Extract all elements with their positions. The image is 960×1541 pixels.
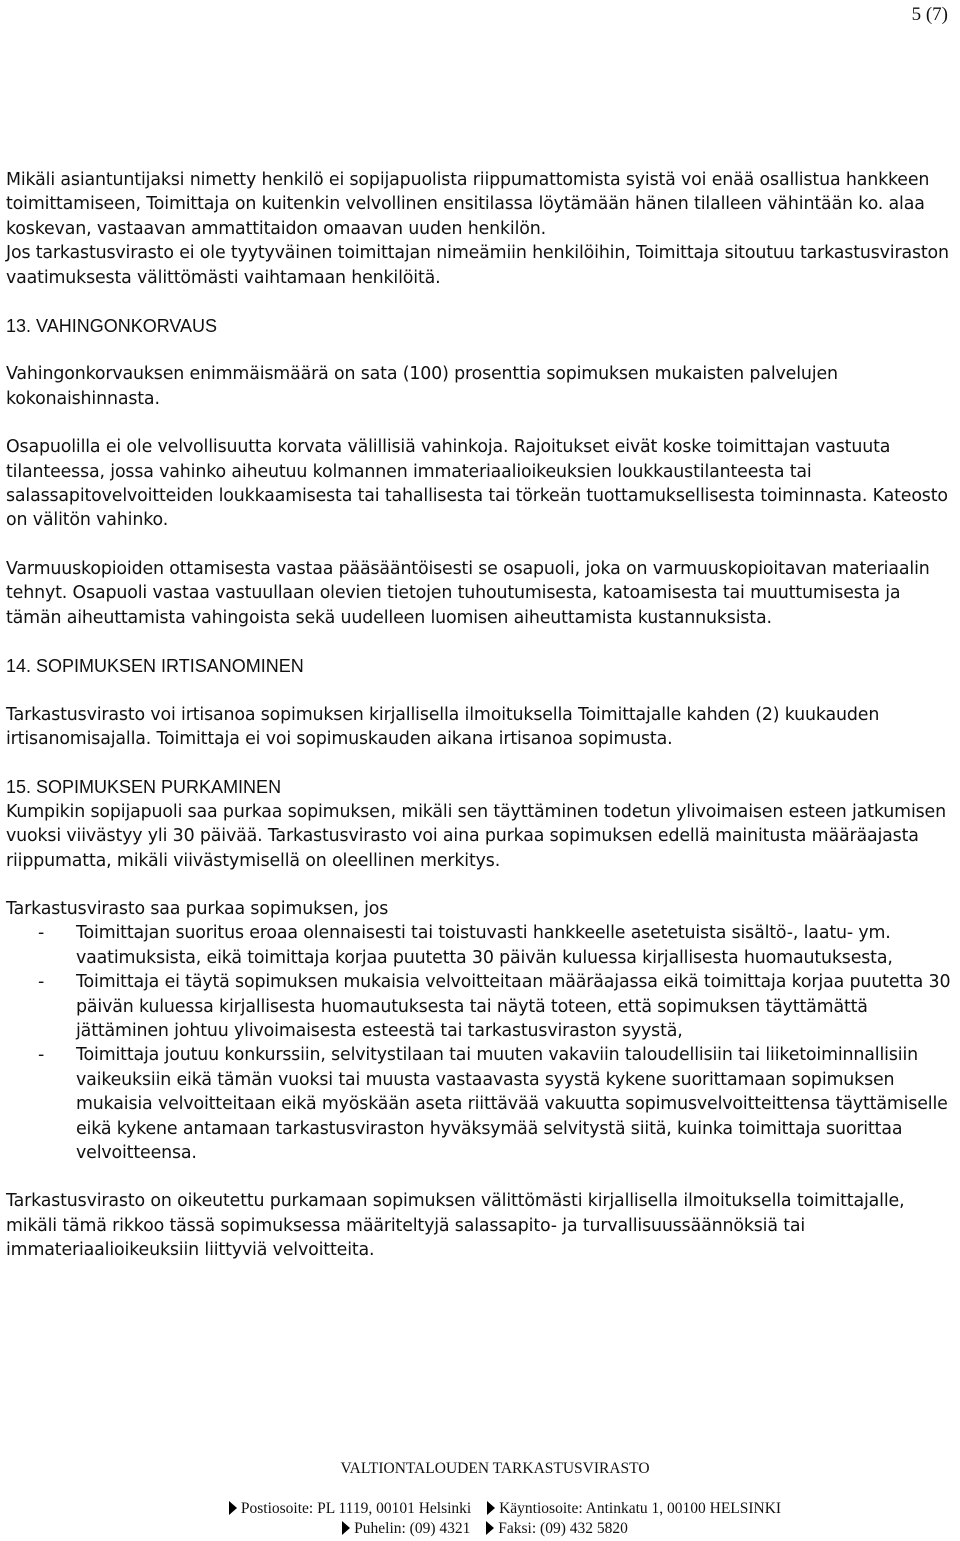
triangle-bullet-icon — [487, 1501, 495, 1515]
paragraph-termination: Tarkastusvirasto voi irtisanoa sopimuksen kirjallisella ilmoituksella Toimittajalle kahden (2) kuukauden irtisanomisajalla. Toimittaja ei voi sopimuskauden aikana irtisanoa sopimusta. — [6, 704, 880, 749]
fax-number: Faksi: (09) 432 5820 — [498, 1520, 628, 1537]
triangle-bullet-icon — [229, 1501, 237, 1515]
paragraph-backups: Varmuuskopioiden ottamisesta vastaa pääsääntöisesti se osapuoli, joka on varmuuskopioitavan materiaalin tehnyt. Osapuoli vastaa vastuullaan olevien tietojen tuhoutumisesta, katoamisesta tai muuttumisesta ja tämän aiheuttamista vahingoista sekä uudelleen luomisen aiheuttamista kustannuksista. — [6, 558, 930, 628]
triangle-bullet-icon — [486, 1521, 494, 1535]
postal-address: Postiosoite: PL 1119, 00101 Helsinki — [240, 1500, 472, 1517]
paragraph-personnel-change: Jos tarkastusvirasto ei ole tyytyväinen toimittajan nimeämiin henkilöihin, Toimittaja sitoutuu tarkastusviraston vaatimuksesta välittömästi vaihtamaan henkilöitä. — [6, 243, 949, 288]
document-body — [6, 168, 954, 1263]
rescission-list — [6, 921, 954, 1165]
paragraph-immediate-rescission: Tarkastusvirasto on oikeutettu purkamaan sopimuksen välittömästi kirjallisella ilmoituksella toimittajalle, mikäli tämä rikkoo tässä sopimuksessa määriteltyjä salassapito- ja turvallisuussäännöksiä tai immateriaalioikeuksiin liittyviä velvoitteita. — [6, 1191, 905, 1261]
visiting-address: Käyntiosoite: Antinkatu 1, 00100 HELSINKI — [499, 1500, 782, 1517]
paragraph-rescission-conditions: Tarkastusvirasto saa purkaa sopimuksen, jos — [6, 898, 389, 919]
heading-13: 13. VAHINGONKORVAUS — [6, 316, 218, 337]
phone-number: Puhelin: (09) 4321 — [354, 1520, 471, 1537]
page-footer — [0, 1460, 960, 1538]
triangle-bullet-icon — [342, 1521, 350, 1535]
heading-14: 14. SOPIMUKSEN IRTISANOMINEN — [6, 656, 304, 677]
agency-name: VALTIONTALOUDEN TARKASTUSVIRASTO — [340, 1460, 650, 1477]
paragraph-indirect-damages: Osapuolilla ei ole velvollisuutta korvata välillisiä vahinkoja. Rajoitukset eivät koske toimittajan vastuuta tilanteessa, jossa vahinko aiheutuu kolmannen immateriaalioikeuksien loukkaustilanteesta tai salassapitovelvoitteiden loukkaamisesta tai tahallisesta tai törkeän tuottamuksellisesta toiminnasta. Kateosto on välitön vahinko. — [6, 437, 948, 531]
list-item: - Toimittajan suoritus eroaa olennaisesti tai toistuvasti hankkeelle asetetuista sisältö-, laatu- ym. vaatimuksista, eikä toimittaja korjaa puutetta 30 päivän kuluessa kirjallisesta huomautuksesta, — [6, 921, 954, 970]
page-number: 5 (7) — [911, 4, 948, 25]
paragraph-damages-max: Vahingonkorvauksen enimmäismäärä on sata (100) prosenttia sopimuksen mukaisten palvelujen kokonaishinnasta. — [6, 364, 838, 409]
paragraph-rescission: Kumpikin sopijapuoli saa purkaa sopimuksen, mikäli sen täyttäminen todetun ylivoimaisen esteen jatkumisen vuoksi viivästyy yli 30 päivää. Tarkastusvirasto voi aina purkaa sopimuksen edellä mainitusta määräajasta riippumatta, mikäli viivästymisellä on oleellinen merkitys. — [6, 801, 946, 871]
list-item: - Toimittaja joutuu konkurssiin, selvitystilaan tai muuten vakaviin taloudellisiin tai liiketoiminnallisiin vaikeuksiin eikä tämän vuoksi tai muusta vastaavasta syystä kykene suorittamaan sopimuksen mukaisia velvoitteitaan eikä myöskään aseta riittävää vakuutta sopimusvelvoitteittensa täyttämiselle eikä kykene antamaan tarkastusviraston hyväksymää selvitystä siitä, kuinka toimittaja suorittaa velvoitteensa. — [6, 1043, 954, 1165]
list-item: - Toimittaja ei täytä sopimuksen mukaisia velvoitteitaan määräajassa eikä toimittaja korjaa puutetta 30 päivän kuluessa kirjallisesta huomautuksesta tai näytä toteen, että sopimuksen täyttämättä jättäminen johtuu ylivoimaisesta esteestä tai tarkastusviraston syystä, — [6, 970, 954, 1043]
heading-15: 15. SOPIMUKSEN PURKAMINEN — [6, 777, 282, 798]
paragraph-expert-replacement: Mikäli asiantuntijaksi nimetty henkilö ei sopijapuolista riippumattomista syistä voi enää osallistua hankkeen toimittamiseen, Toimittaja on kuitenkin velvollinen ensitilassa löytämään hänen tilalleen vähintään ko. alaa koskevan, vastaavan ammattitaidon omaavan uuden henkilön. — [6, 170, 930, 239]
